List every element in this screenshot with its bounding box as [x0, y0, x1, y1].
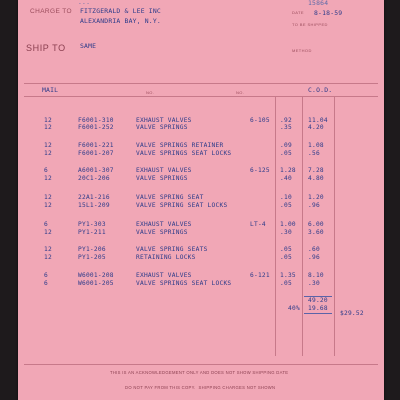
- item-qty: 12: [44, 175, 52, 182]
- item-unit: .35: [280, 124, 292, 131]
- item-desc: EXHAUST VALVES: [136, 117, 192, 124]
- item-desc: VALVE SPRING SEAT LOCKS: [136, 202, 228, 209]
- item-part: 22A1-216: [78, 194, 110, 201]
- item-desc: VALVE SPRINGS SEAT LOCKS: [136, 150, 232, 157]
- column-divider-2: [302, 96, 303, 356]
- column-rule: [24, 96, 378, 97]
- item-desc: EXHAUST VALVES: [136, 272, 192, 279]
- item-unit: .10: [280, 194, 292, 201]
- item-unit: .05: [280, 202, 292, 209]
- item-ext: .96: [308, 254, 320, 261]
- item-unit: .05: [280, 254, 292, 261]
- item-unit: 1.35: [280, 272, 296, 279]
- column-label-no-1: NO.: [146, 90, 155, 95]
- header-rule: [24, 83, 378, 84]
- item-unit: .30: [280, 229, 292, 236]
- item-ext: .56: [308, 150, 320, 157]
- item-desc: VALVE SPRING SEAT: [136, 194, 204, 201]
- column-label-no-2: NO.: [236, 90, 245, 95]
- ship-to-label: SHIP TO: [26, 43, 66, 53]
- item-part: W6001-205: [78, 280, 114, 287]
- invoice-number: 15864: [308, 0, 329, 7]
- discount-underline: [304, 313, 332, 314]
- date-label: DATE: [292, 10, 304, 15]
- discount-label: 40%: [288, 305, 300, 312]
- item-part: PY1-205: [78, 254, 106, 261]
- item-part: 15L1-209: [78, 202, 110, 209]
- item-part: PY1-206: [78, 246, 106, 253]
- charge-to-city: ALEXANDRIA BAY, N.Y.: [80, 17, 161, 25]
- footer-line-2: DO NOT PAY FROM THIS COPY. SHIPPING CHARGES NOT SHOWN: [125, 385, 276, 390]
- item-ext: 4.20: [308, 124, 324, 131]
- item-model: 6-121: [250, 272, 270, 279]
- footer-rule: [24, 364, 378, 365]
- item-ext: 4.80: [308, 175, 324, 182]
- item-qty: 6: [44, 167, 48, 174]
- item-unit: .05: [280, 246, 292, 253]
- column-divider-1: [275, 96, 276, 356]
- item-qty: 12: [44, 246, 52, 253]
- item-desc: VALVE SPRING SEATS: [136, 246, 208, 253]
- method-label: METHOD: [292, 48, 312, 53]
- item-unit: .09: [280, 142, 292, 149]
- charge-to-name: FITZGERALD & LEE INC: [80, 7, 161, 15]
- item-ext: .30: [308, 280, 320, 287]
- item-qty: 6: [44, 221, 48, 228]
- item-part: F6001-252: [78, 124, 114, 131]
- item-unit: .05: [280, 150, 292, 157]
- item-ext: 11.04: [308, 117, 328, 124]
- charge-to-label: CHARGE TO: [30, 8, 73, 15]
- to-be-shipped-label: TO BE SHIPPED: [292, 22, 328, 27]
- item-ext: 1.08: [308, 142, 324, 149]
- invoice-date: 8-18-59: [314, 9, 343, 17]
- item-qty: 6: [44, 272, 48, 279]
- item-desc: EXHAUST VALVES: [136, 167, 192, 174]
- item-qty: 6: [44, 280, 48, 287]
- item-qty: 12: [44, 142, 52, 149]
- item-part: F6001-221: [78, 142, 114, 149]
- item-ext: .60: [308, 246, 320, 253]
- subtotal: 49.20: [308, 297, 328, 304]
- item-unit: .05: [280, 280, 292, 287]
- item-qty: 12: [44, 150, 52, 157]
- ship-via-value: MAIL: [42, 86, 59, 94]
- item-desc: VALVE SPRINGS: [136, 124, 188, 131]
- column-divider-3: [334, 96, 335, 356]
- item-ext: 3.60: [308, 229, 324, 236]
- item-desc: VALVE SPRINGS RETAINER: [136, 142, 224, 149]
- item-unit: 1.28: [280, 167, 296, 174]
- item-part: F6001-310: [78, 117, 114, 124]
- item-ext: 7.28: [308, 167, 324, 174]
- invoice-sheet: [18, 0, 384, 400]
- item-desc: VALVE SPRINGS SEAT LOCKS: [136, 280, 232, 287]
- ship-to-value: SAME: [80, 42, 97, 50]
- item-ext: 8.10: [308, 272, 324, 279]
- item-ext: .96: [308, 202, 320, 209]
- terms-value: C.O.D.: [308, 86, 333, 94]
- discount-amount: 19.68: [308, 305, 328, 312]
- item-part: 20C1-206: [78, 175, 110, 182]
- item-qty: 12: [44, 202, 52, 209]
- item-unit: .40: [280, 175, 292, 182]
- header-top-partial: ...: [78, 0, 91, 6]
- item-model: 6-105: [250, 117, 270, 124]
- item-unit: .92: [280, 117, 292, 124]
- item-ext: 1.20: [308, 194, 324, 201]
- item-qty: 12: [44, 229, 52, 236]
- item-qty: 12: [44, 194, 52, 201]
- item-desc: VALVE SPRINGS: [136, 229, 188, 236]
- item-qty: 12: [44, 254, 52, 261]
- item-qty: 12: [44, 124, 52, 131]
- item-desc: RETAINING LOCKS: [136, 254, 196, 261]
- net-total: $29.52: [340, 310, 364, 317]
- item-part: PY1-211: [78, 229, 106, 236]
- item-desc: VALVE SPRINGS: [136, 175, 188, 182]
- item-part: W6001-208: [78, 272, 114, 279]
- item-ext: 6.00: [308, 221, 324, 228]
- item-qty: 12: [44, 117, 52, 124]
- item-desc: EXHAUST VALVES: [136, 221, 192, 228]
- item-part: F6001-207: [78, 150, 114, 157]
- footer-line-1: THIS IS AN ACKNOWLEDGEMENT ONLY AND DOES NOT SHOW SHIPPING DATE: [110, 370, 289, 375]
- item-model: LT-4: [250, 221, 266, 228]
- item-model: 6-125: [250, 167, 270, 174]
- item-part: PY1-303: [78, 221, 106, 228]
- item-unit: 1.00: [280, 221, 296, 228]
- item-part: A6001-307: [78, 167, 114, 174]
